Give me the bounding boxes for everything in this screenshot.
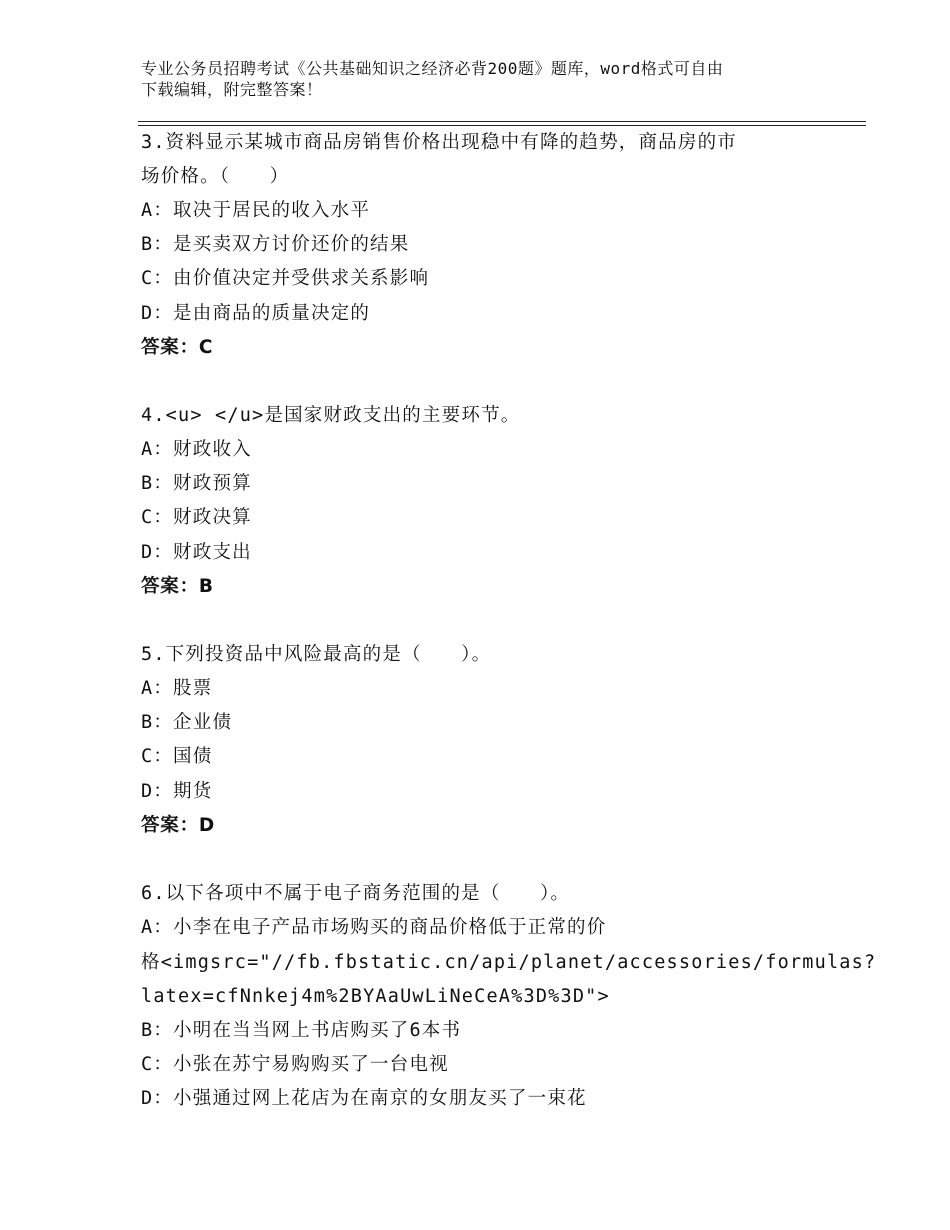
header-divider-bottom [138,125,866,126]
question-4-option-b: B：财政预算 [141,473,252,494]
question-4-option-c: C：财政决算 [141,507,252,528]
question-5-option-c: C：国债 [141,746,213,767]
document-header [141,58,821,100]
question-6-option-a-continued-2: latex=cfNnkej4m%2BYAaUwLiNeCeA%3D%3D"> [141,986,610,1007]
question-5-option-b: B：企业债 [141,712,233,733]
header-line-2: 下载编辑，附完整答案！ [141,80,323,99]
header-divider-top [138,121,866,122]
question-3-stem-line-1: 3.资料显示某城市商品房销售价格出现稳中有降的趋势，商品房的市 [141,132,737,153]
question-3-answer: 答案：C [141,337,214,358]
question-3-option-b: B：是买卖双方讨价还价的结果 [141,234,410,255]
question-5-option-d: D：期货 [141,781,213,802]
question-3-option-c: C：由价值决定并受供求关系影响 [141,268,430,289]
question-5-stem: 5.下列投资品中风险最高的是（ ）。 [141,644,492,665]
question-5-option-a: A：股票 [141,678,213,699]
question-5-answer: 答案：D [141,815,216,836]
question-6-option-b: B：小明在当当网上书店购买了6本书 [141,1020,462,1041]
header-line-1: 专业公务员招聘考试《公共基础知识之经济必背200题》题库，word格式可自由 [141,59,724,78]
question-6-option-a-continued-1: 格<imgsrc="//fb.fbstatic.cn/api/planet/accessories/formulas? [141,952,877,973]
question-3-option-d: D：是由商品的质量决定的 [141,303,371,324]
question-4-answer: 答案：B [141,576,214,597]
question-6-option-a: A：小李在电子产品市场购买的商品价格低于正常的价 [141,917,607,938]
question-6-option-d: D：小强通过网上花店为在南京的女朋友买了一束花 [141,1088,587,1109]
question-4-option-a: A：财政收入 [141,439,252,460]
question-6-option-c: C：小张在苏宁易购购买了一台电视 [141,1054,449,1075]
question-3-option-a: A：取决于居民的收入水平 [141,200,371,221]
question-4-option-d: D：财政支出 [141,542,252,563]
question-4-stem: 4.<u> </u>是国家财政支出的主要环节。 [141,405,521,426]
question-6-stem: 6.以下各项中不属于电子商务范围的是（ ）。 [141,883,571,904]
question-3-stem-line-2: 场价格。（ ） [141,166,290,187]
